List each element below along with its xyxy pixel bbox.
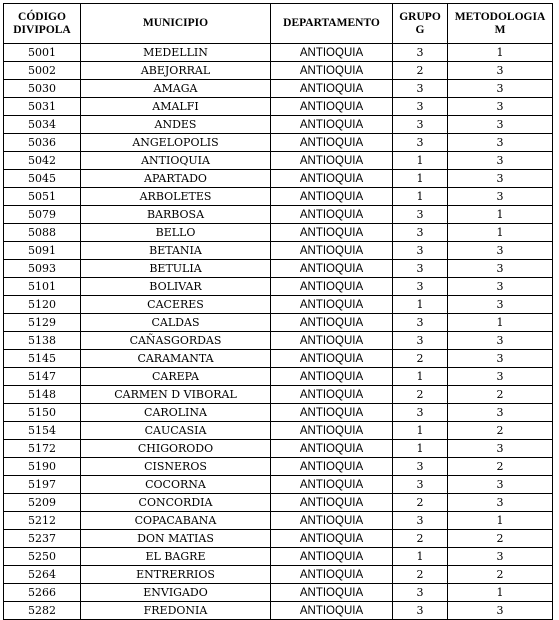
cell-metodologia: 2 [448,458,553,476]
cell-departamento: ANTIOQUIA [271,350,393,368]
cell-municipio: ANDES [81,116,271,134]
table-row [4,152,553,170]
header-codigo-divipola [4,4,81,44]
table-row [4,80,553,98]
cell-municipio: CAROLINA [81,404,271,422]
table-row [4,134,553,152]
cell-grupo: 2 [393,530,448,548]
cell-municipio: CAUCASIA [81,422,271,440]
cell-metodologia: 1 [448,314,553,332]
table-row [4,206,553,224]
table-row [4,386,553,404]
cell-municipio: FREDONIA [81,602,271,620]
cell-municipio: MEDELLIN [81,44,271,62]
cell-codigo: 5138 [4,332,81,350]
cell-municipio: ENTRERRIOS [81,566,271,584]
cell-metodologia: 3 [448,152,553,170]
header-grupo-line1: GRUPO [399,10,441,23]
cell-departamento: ANTIOQUIA [271,62,393,80]
cell-metodologia: 3 [448,296,553,314]
header-metodologia [448,4,553,44]
cell-departamento: ANTIOQUIA [271,404,393,422]
cell-metodologia: 1 [448,584,553,602]
cell-metodologia: 3 [448,62,553,80]
cell-codigo: 5091 [4,242,81,260]
cell-codigo: 5088 [4,224,81,242]
header-grupo [393,4,448,44]
cell-municipio: BARBOSA [81,206,271,224]
table-row [4,242,553,260]
cell-municipio: CARAMANTA [81,350,271,368]
cell-departamento: ANTIOQUIA [271,422,393,440]
cell-departamento: ANTIOQUIA [271,134,393,152]
cell-metodologia: 3 [448,548,553,566]
cell-departamento: ANTIOQUIA [271,332,393,350]
cell-codigo: 5197 [4,476,81,494]
cell-metodologia: 3 [448,602,553,620]
cell-municipio: CHIGORODO [81,440,271,458]
cell-departamento: ANTIOQUIA [271,512,393,530]
cell-codigo: 5212 [4,512,81,530]
header-grupo-line2: G [415,23,425,36]
cell-codigo: 5145 [4,350,81,368]
table-row [4,404,553,422]
cell-departamento: ANTIOQUIA [271,494,393,512]
cell-metodologia: 2 [448,422,553,440]
table-row [4,188,553,206]
cell-municipio: ANGELOPOLIS [81,134,271,152]
cell-departamento: ANTIOQUIA [271,44,393,62]
cell-metodologia: 3 [448,494,553,512]
cell-codigo: 5034 [4,116,81,134]
cell-metodologia: 1 [448,512,553,530]
cell-grupo: 1 [393,422,448,440]
header-metodologia-line1: METODOLOGIA [454,10,546,23]
cell-departamento: ANTIOQUIA [271,476,393,494]
cell-grupo: 3 [393,224,448,242]
cell-metodologia: 3 [448,242,553,260]
cell-grupo: 2 [393,350,448,368]
header-metodologia-line2: M [494,23,506,36]
cell-departamento: ANTIOQUIA [271,278,393,296]
cell-departamento: ANTIOQUIA [271,98,393,116]
cell-codigo: 5250 [4,548,81,566]
cell-departamento: ANTIOQUIA [271,188,393,206]
cell-codigo: 5036 [4,134,81,152]
table-row [4,278,553,296]
cell-municipio: DON MATIAS [81,530,271,548]
table-row [4,530,553,548]
table-row [4,98,553,116]
table-row [4,260,553,278]
table-row [4,512,553,530]
cell-municipio: CISNEROS [81,458,271,476]
municipios-table [3,3,553,620]
cell-codigo: 5190 [4,458,81,476]
table-row [4,116,553,134]
cell-codigo: 5042 [4,152,81,170]
cell-metodologia: 3 [448,170,553,188]
cell-grupo: 3 [393,260,448,278]
cell-municipio: COPACABANA [81,512,271,530]
cell-grupo: 3 [393,206,448,224]
cell-grupo: 1 [393,152,448,170]
cell-municipio: CALDAS [81,314,271,332]
table-row [4,62,553,80]
table-row [4,476,553,494]
cell-metodologia: 2 [448,386,553,404]
cell-municipio: AMAGA [81,80,271,98]
cell-codigo: 5209 [4,494,81,512]
table-row [4,602,553,620]
cell-metodologia: 3 [448,260,553,278]
cell-departamento: ANTIOQUIA [271,296,393,314]
cell-departamento: ANTIOQUIA [271,80,393,98]
cell-departamento: ANTIOQUIA [271,440,393,458]
cell-departamento: ANTIOQUIA [271,458,393,476]
cell-codigo: 5030 [4,80,81,98]
cell-codigo: 5001 [4,44,81,62]
cell-municipio: BOLIVAR [81,278,271,296]
cell-codigo: 5031 [4,98,81,116]
cell-metodologia: 3 [448,404,553,422]
cell-municipio: CARMEN D VIBORAL [81,386,271,404]
table-row [4,566,553,584]
cell-codigo: 5150 [4,404,81,422]
table-row [4,548,553,566]
cell-grupo: 3 [393,584,448,602]
cell-metodologia: 3 [448,134,553,152]
cell-municipio: CAÑASGORDAS [81,332,271,350]
cell-codigo: 5282 [4,602,81,620]
cell-departamento: ANTIOQUIA [271,548,393,566]
cell-departamento: ANTIOQUIA [271,368,393,386]
cell-departamento: ANTIOQUIA [271,242,393,260]
cell-departamento: ANTIOQUIA [271,224,393,242]
cell-grupo: 3 [393,278,448,296]
cell-departamento: ANTIOQUIA [271,602,393,620]
cell-departamento: ANTIOQUIA [271,566,393,584]
cell-grupo: 2 [393,62,448,80]
cell-codigo: 5002 [4,62,81,80]
cell-metodologia: 3 [448,332,553,350]
cell-departamento: ANTIOQUIA [271,152,393,170]
header-departamento: DEPARTAMENTO [271,4,393,44]
table-row [4,422,553,440]
table-row [4,332,553,350]
cell-grupo: 1 [393,170,448,188]
cell-departamento: ANTIOQUIA [271,260,393,278]
cell-municipio: EL BAGRE [81,548,271,566]
cell-codigo: 5093 [4,260,81,278]
cell-metodologia: 1 [448,206,553,224]
cell-grupo: 3 [393,134,448,152]
header-row [4,4,553,44]
cell-codigo: 5045 [4,170,81,188]
cell-departamento: ANTIOQUIA [271,314,393,332]
cell-municipio: CONCORDIA [81,494,271,512]
cell-grupo: 3 [393,404,448,422]
table-row [4,458,553,476]
table-row [4,350,553,368]
cell-codigo: 5237 [4,530,81,548]
cell-metodologia: 3 [448,350,553,368]
cell-grupo: 1 [393,548,448,566]
cell-codigo: 5129 [4,314,81,332]
cell-codigo: 5264 [4,566,81,584]
table-row [4,314,553,332]
cell-municipio: COCORNA [81,476,271,494]
cell-metodologia: 2 [448,566,553,584]
cell-municipio: BETULIA [81,260,271,278]
table-row [4,44,553,62]
cell-grupo: 3 [393,98,448,116]
cell-grupo: 1 [393,188,448,206]
cell-grupo: 3 [393,512,448,530]
cell-metodologia: 3 [448,368,553,386]
table-row [4,440,553,458]
table-row [4,224,553,242]
cell-codigo: 5147 [4,368,81,386]
cell-municipio: BETANIA [81,242,271,260]
cell-grupo: 3 [393,602,448,620]
cell-departamento: ANTIOQUIA [271,170,393,188]
cell-metodologia: 3 [448,80,553,98]
cell-codigo: 5120 [4,296,81,314]
cell-grupo: 3 [393,242,448,260]
cell-codigo: 5101 [4,278,81,296]
cell-metodologia: 3 [448,188,553,206]
cell-departamento: ANTIOQUIA [271,116,393,134]
cell-metodologia: 3 [448,440,553,458]
cell-codigo: 5154 [4,422,81,440]
header-codigo-line1: CÓDIGO [18,10,66,23]
cell-grupo: 3 [393,80,448,98]
table-row [4,368,553,386]
cell-municipio: ENVIGADO [81,584,271,602]
header-municipio: MUNICIPIO [81,4,271,44]
table-row [4,584,553,602]
cell-municipio: ANTIOQUIA [81,152,271,170]
cell-municipio: BELLO [81,224,271,242]
table-header [4,4,553,44]
cell-codigo: 5051 [4,188,81,206]
cell-departamento: ANTIOQUIA [271,206,393,224]
table-row [4,296,553,314]
cell-grupo: 2 [393,566,448,584]
cell-grupo: 3 [393,458,448,476]
table-body [4,44,553,620]
cell-departamento: ANTIOQUIA [271,584,393,602]
cell-municipio: ABEJORRAL [81,62,271,80]
cell-municipio: CACERES [81,296,271,314]
cell-municipio: ARBOLETES [81,188,271,206]
cell-municipio: AMALFI [81,98,271,116]
cell-grupo: 3 [393,44,448,62]
cell-departamento: ANTIOQUIA [271,386,393,404]
cell-metodologia: 3 [448,98,553,116]
cell-grupo: 1 [393,440,448,458]
cell-metodologia: 1 [448,224,553,242]
table-row [4,170,553,188]
cell-grupo: 3 [393,314,448,332]
cell-grupo: 3 [393,116,448,134]
table-row [4,494,553,512]
cell-departamento: ANTIOQUIA [271,530,393,548]
cell-metodologia: 3 [448,476,553,494]
cell-codigo: 5266 [4,584,81,602]
cell-codigo: 5079 [4,206,81,224]
cell-codigo: 5172 [4,440,81,458]
cell-metodologia: 3 [448,278,553,296]
cell-grupo: 3 [393,332,448,350]
header-codigo-line2: DIVIPOLA [13,23,71,36]
cell-grupo: 1 [393,368,448,386]
cell-grupo: 2 [393,386,448,404]
cell-grupo: 2 [393,494,448,512]
cell-municipio: APARTADO [81,170,271,188]
cell-metodologia: 1 [448,44,553,62]
cell-metodologia: 3 [448,116,553,134]
cell-codigo: 5148 [4,386,81,404]
cell-grupo: 3 [393,476,448,494]
cell-municipio: CAREPA [81,368,271,386]
cell-metodologia: 2 [448,530,553,548]
cell-grupo: 1 [393,296,448,314]
